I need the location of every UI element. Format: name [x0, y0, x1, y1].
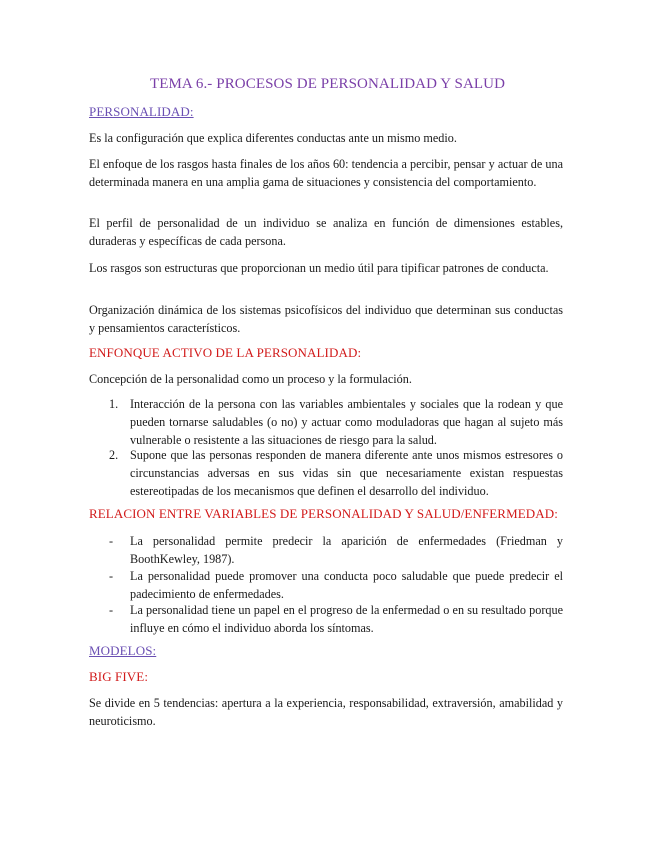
heading-enfoque-activo: ENFONQUE ACTIVO DE LA PERSONALIDAD:	[89, 345, 362, 360]
list-item	[89, 601, 563, 637]
list-item-text: La personalidad tiene un papel en el progreso de la enfermedad o en su resultado porque influye en cómo el individuo aborda los síntomas.	[130, 603, 563, 635]
list-marker: -	[109, 569, 114, 583]
list-marker: -	[109, 534, 114, 548]
paragraph: Organización dinámica de los sistemas psicofísicos del individuo que determinan sus conductas y pensamientos característicos.	[89, 303, 563, 335]
paragraph: El perfil de personalidad de un individuo se analiza en función de dimensiones estables, duraderas y específicas de cada persona.	[89, 216, 563, 248]
page-title: TEMA 6.- PROCESOS DE PERSONALIDAD Y SALUD	[149, 76, 506, 92]
heading-relacion: RELACION ENTRE VARIABLES DE PERSONALIDAD Y SALUD/ENFERMEDAD:	[89, 506, 558, 521]
list-marker: 1.	[109, 397, 119, 411]
paragraph: Es la configuración que explica diferentes conductas ante un mismo medio.	[89, 131, 457, 145]
list-item	[89, 395, 563, 449]
list-item-text: Interacción de la persona con las variables ambientales y sociales que la rodean y que pueden tornarse saludables (o no) y actuar como moduladoras que hagan al sujeto más vulnerable o resistente a las situaciones de riesgo para la salud.	[130, 397, 563, 447]
list-marker: -	[109, 603, 114, 617]
list-item	[89, 446, 563, 500]
heading-modelos: MODELOS:	[89, 643, 157, 658]
list-item	[89, 567, 563, 603]
paragraph: Se divide en 5 tendencias: apertura a la experiencia, responsabilidad, extraversión, amabilidad y neuroticismo.	[89, 696, 563, 728]
paragraph: Concepción de la personalidad como un proceso y la formulación.	[89, 372, 412, 386]
list-item-text: La personalidad permite predecir la aparición de enfermedades (Friedman y BoothKewley, 1987).	[130, 534, 563, 566]
paragraph: El enfoque de los rasgos hasta finales de los años 60: tendencia a percibir, pensar y actuar de una determinada manera en una amplia gama de situaciones y consistencia del comportamiento.	[89, 157, 563, 189]
heading-big-five: BIG FIVE:	[89, 669, 149, 684]
list-marker: 2.	[109, 448, 119, 462]
paragraph: Los rasgos son estructuras que proporcionan un medio útil para tipificar patrones de conducta.	[89, 261, 549, 275]
list-item-text: La personalidad puede promover una conducta poco saludable que puede predecir el padecimiento de enfermedades.	[130, 569, 563, 601]
list-item	[89, 532, 563, 568]
heading-personalidad: PERSONALIDAD:	[89, 104, 194, 119]
list-item-text: Supone que las personas responden de manera diferente ante unos mismos estresores o circunstancias adversas en sus vidas sin que necesariamente existan respuestas estereotipadas de los mecanismos que definen el desarrollo del individuo.	[130, 448, 563, 498]
